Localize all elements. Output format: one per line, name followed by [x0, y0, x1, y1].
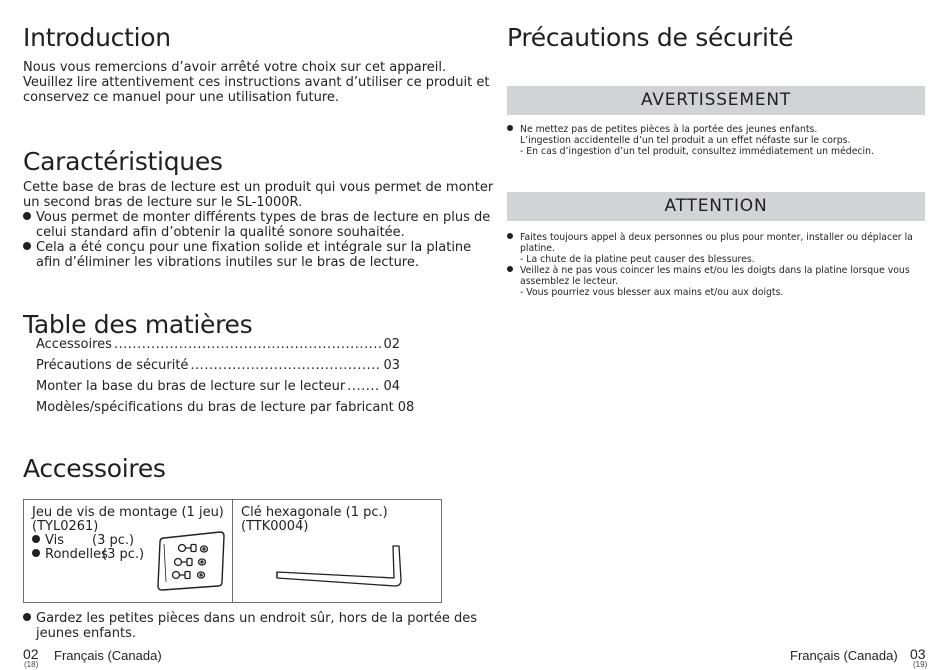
- toc-row-safety[interactable]: Précautions de sécurité ..... 03: [36, 355, 400, 376]
- features-bullets: Vous permet de monter différents types de bras de lecture en plus de celui standard afin d’obtenir la qualité sonore souhaitée. Cela a été conçu pour une fixation solide et intégrale sur la platine afin d’éliminer les vibrations inutiles sur le bras de lecture.: [23, 210, 490, 270]
- table-of-contents: [36, 334, 415, 418]
- caution-banner: ATTENTION: [507, 192, 925, 221]
- toc-row-accessories[interactable]: Accessoires ..... 02: [36, 334, 400, 355]
- features-line: Cette base de bras de lecture est un produit qui vous permet de monter: [23, 180, 494, 195]
- bullet-icon: [32, 549, 40, 557]
- accessory-cell-screws: Jeu de vis de montage (1 jeu) (TYL0261) Vis (3 pc.) Rondelles (3 pc.): [24, 500, 233, 602]
- footer-language-left: Français (Canada): [54, 648, 162, 663]
- accessory-cell-hex-key: Clé hexagonale (1 pc.) (TTK0004): [233, 500, 441, 602]
- page-number-left: 02: [23, 646, 39, 662]
- toc-row-mounting[interactable]: Monter la base du bras de lecture sur le lecteur ..... 04: [36, 376, 400, 397]
- bullet-item: Cela a été conçu pour une fixation solide et intégrale sur la platine: [23, 240, 490, 255]
- page-number-sub-left: (18): [24, 660, 39, 669]
- bullet-icon: [23, 613, 31, 621]
- safety-title: Précautions de sécurité: [507, 23, 794, 52]
- warning-text: Ne mettez pas de petites pièces à la portée des jeunes enfants. L’ingestion accidentelle d’un tel produit a un effet néfaste sur le corps. - En cas d’ingestion d’un tel produit, consultez immédiatement un médecin.: [507, 124, 874, 157]
- toc-title: Table des matières: [23, 310, 253, 339]
- bullet-icon: [23, 242, 31, 250]
- bullet-item: Vous permet de monter différents types de bras de lecture en plus de: [23, 210, 490, 225]
- accessory-item: Vis (3 pc.): [32, 534, 224, 548]
- bullet-icon: [32, 535, 40, 543]
- caution-text: Faites toujours appel à deux personnes ou plus pour monter, installer ou déplacer la platine. - La chute de la platine peut causer des blessures. Veillez à ne pas vous coincer les mains et/ou les doigts dans la platine lorsque vous assemblez le lecteur. - Vous pourriez vous blesser aux mains et/ou aux doigts.: [507, 232, 913, 298]
- accessories-title: Accessoires: [23, 454, 166, 483]
- accessories-note: Gardez les petites pièces dans un endroit sûr, hors de la portée des jeunes enfants.: [23, 611, 477, 641]
- features-paragraph: [23, 180, 493, 210]
- bullet-icon: [23, 212, 31, 220]
- features-title: Caractéristiques: [23, 147, 223, 176]
- page-number-sub-right: (19): [913, 660, 928, 669]
- hex-key-icon: [273, 540, 413, 590]
- accessory-item: Rondelles (3 pc.): [32, 548, 224, 562]
- features-line: un second bras de lecture sur le SL-1000R.: [23, 195, 303, 210]
- intro-line: conservez ce manuel pour une utilisation future.: [23, 90, 340, 105]
- bullet-icon: [507, 266, 513, 272]
- intro-title: Introduction: [23, 23, 171, 52]
- screw-bag-icon: [154, 528, 228, 592]
- bullet-icon: [507, 233, 513, 239]
- intro-paragraph: [23, 60, 489, 105]
- accessories-table: [23, 499, 442, 603]
- toc-row-models[interactable]: Modèles/spécifications du bras de lecture par fabricant 08: [36, 400, 415, 415]
- intro-line: Nous vous remercions d’avoir arrêté votre choix sur cet appareil.: [23, 60, 447, 75]
- intro-line: Veuillez lire attentivement ces instructions avant d’utiliser ce produit et: [23, 75, 490, 90]
- bullet-icon: [507, 125, 513, 131]
- warning-banner: AVERTISSEMENT: [507, 86, 925, 115]
- footer-language-right: Français (Canada): [790, 648, 898, 663]
- page-number-right: 03: [910, 646, 926, 662]
